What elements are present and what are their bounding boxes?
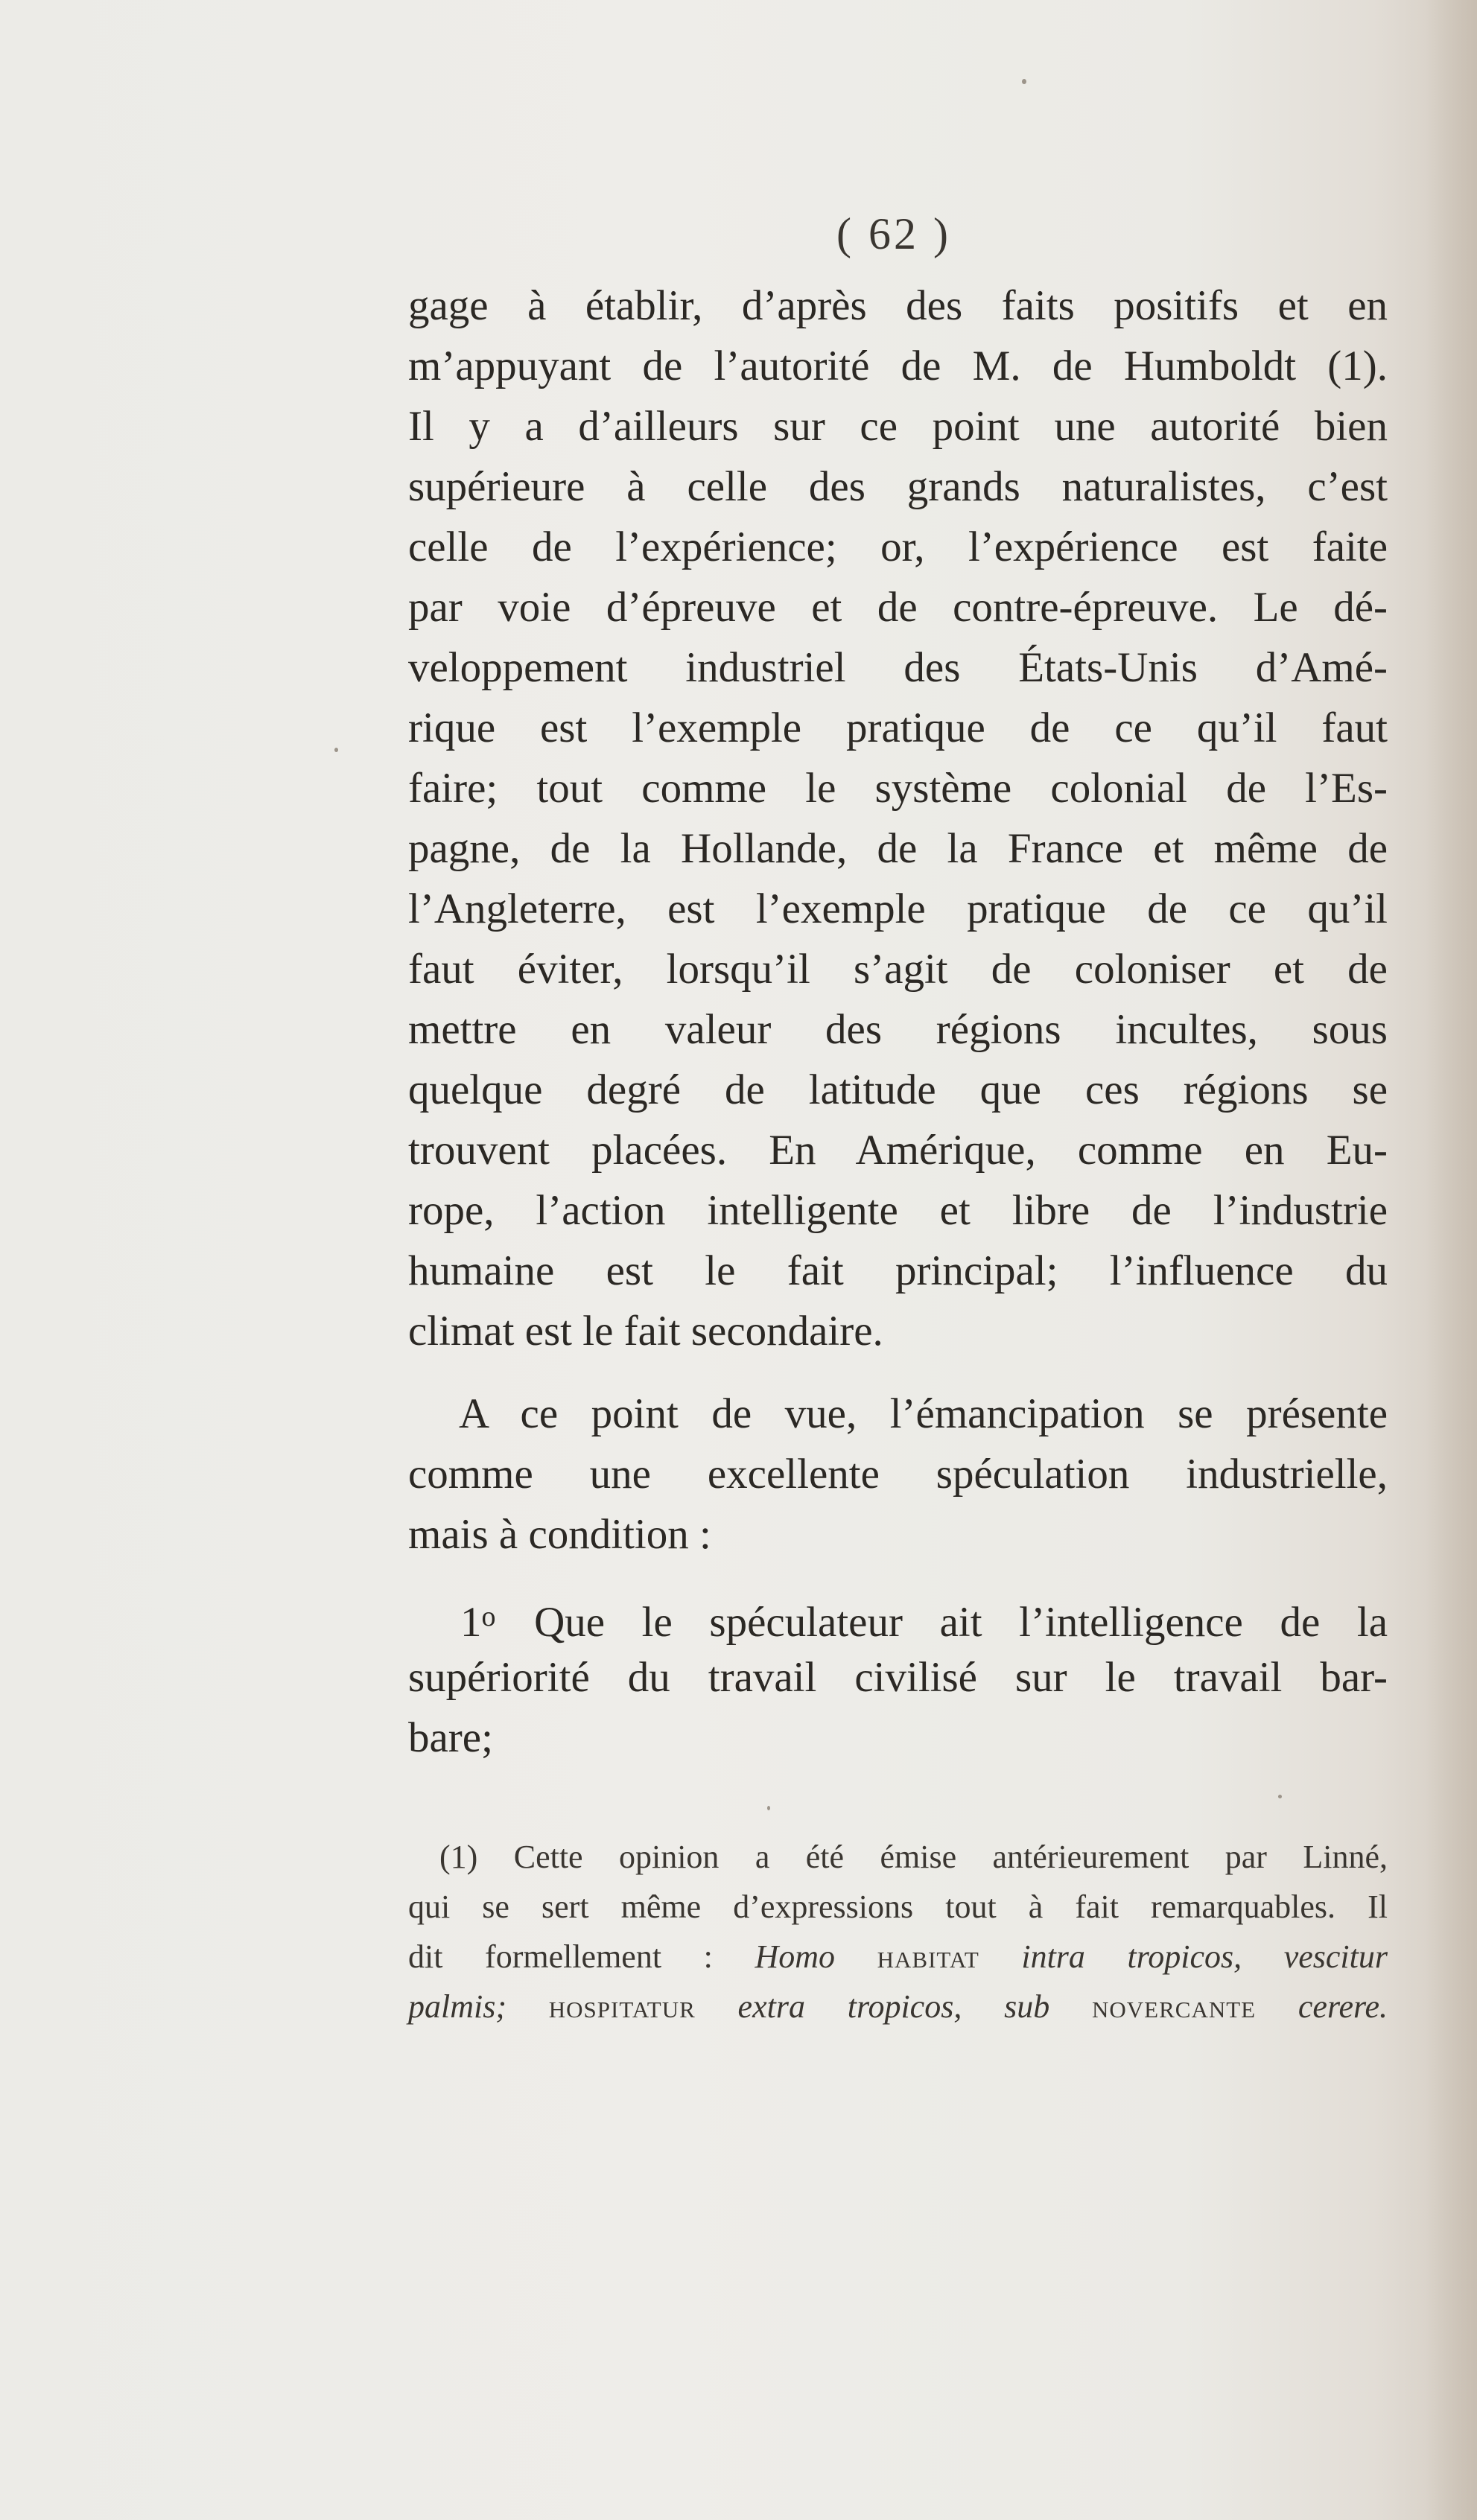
paragraph-condition-1 <box>408 1587 1388 1768</box>
text-line: bare; <box>408 1714 493 1761</box>
text-line <box>408 1587 1388 1647</box>
ordinal-line-text: Que le spéculateur ait l’intelligence de la <box>534 1599 1388 1646</box>
latin-word: palmis; <box>408 1988 506 2025</box>
text-line: Il y a d’ailleurs sur ce point une autorité bien <box>408 403 1388 450</box>
footnote-line <box>408 1982 1388 2031</box>
text-line: climat est le fait secondaire. <box>408 1308 883 1355</box>
paper-speck <box>1022 79 1026 84</box>
latin-phrase: intra tropicos, vescitur <box>1021 1938 1388 1975</box>
text-line: gage à établir, d’après des faits positifs et en <box>408 282 1388 329</box>
paragraph-gap <box>408 1361 1388 1384</box>
text-line: A ce point de vue, l’émancipation se présente <box>459 1390 1388 1437</box>
latin-word: Homo <box>755 1938 836 1975</box>
footnote <box>408 1832 1388 2031</box>
paper-speck <box>334 748 338 752</box>
text-line: faire; tout comme le système colonial de l’Es- <box>408 765 1388 812</box>
text-line: faut éviter, lorsqu’il s’agit de coloniser et de <box>408 946 1388 993</box>
latin-smallcaps-word: habitat <box>877 1938 979 1975</box>
text-line: trouvent placées. En Amérique, comme en Eu- <box>408 1127 1388 1174</box>
text-line: supérieure à celle des grands naturalistes, c’est <box>408 463 1388 510</box>
ordinal-suffix: o <box>481 1601 498 1632</box>
paragraph-emancipation <box>408 1384 1388 1565</box>
text-line: l’Angleterre, est l’exemple pratique de ce qu’il <box>408 885 1388 932</box>
footnote-text: dit formellement : <box>408 1938 755 1975</box>
paragraph-continuation <box>408 276 1388 1361</box>
page-number: ( 62 ) <box>836 209 951 258</box>
paper-speck <box>1278 1795 1282 1798</box>
text-line: mettre en valeur des régions incultes, sous <box>408 1006 1388 1053</box>
text-line: par voie d’épreuve et de contre-épreuve. Le dé- <box>408 584 1388 631</box>
text-line: humaine est le fait principal; l’influence du <box>408 1247 1388 1294</box>
text-line: supériorité du travail civilisé sur le travail bar- <box>408 1654 1388 1701</box>
latin-smallcaps-word: hospitatur <box>548 1988 696 2025</box>
text-line: rique est l’exemple pratique de ce qu’il faut <box>408 704 1388 751</box>
text-line: celle de l’expérience; or, l’expérience est faite <box>408 524 1388 570</box>
text-line: veloppement industriel des États-Unis d’Amé- <box>408 644 1388 691</box>
footnote-line: (1) Cette opinion a été émise antérieurement par Linné, <box>439 1839 1388 1875</box>
text-line: pagne, de la Hollande, de la France et même de <box>408 825 1388 872</box>
footnote-line <box>408 1932 1388 1982</box>
text-line: comme une excellente spéculation industrielle, <box>408 1451 1388 1498</box>
paragraph-gap <box>408 1565 1388 1587</box>
text-line: quelque degré de latitude que ces régions se <box>408 1066 1388 1113</box>
page-edge-shadow <box>1425 0 1477 2520</box>
text-line: rope, l’action intelligente et libre de l’industrie <box>408 1187 1388 1234</box>
footnote-line: qui se sert même d’expressions tout à fait remarquables. Il <box>408 1889 1388 1925</box>
body-text <box>408 276 1388 1768</box>
latin-smallcaps-word: novercante <box>1092 1988 1257 2025</box>
text-line: mais à condition : <box>408 1511 711 1558</box>
ordinal-number: 1 <box>460 1599 482 1646</box>
paper-speck <box>767 1806 770 1810</box>
latin-phrase: extra tropicos, sub <box>737 1988 1050 2025</box>
latin-word: cerere. <box>1297 1988 1388 2025</box>
text-line: m’appuyant de l’autorité de M. de Humboldt (1). <box>408 343 1388 389</box>
